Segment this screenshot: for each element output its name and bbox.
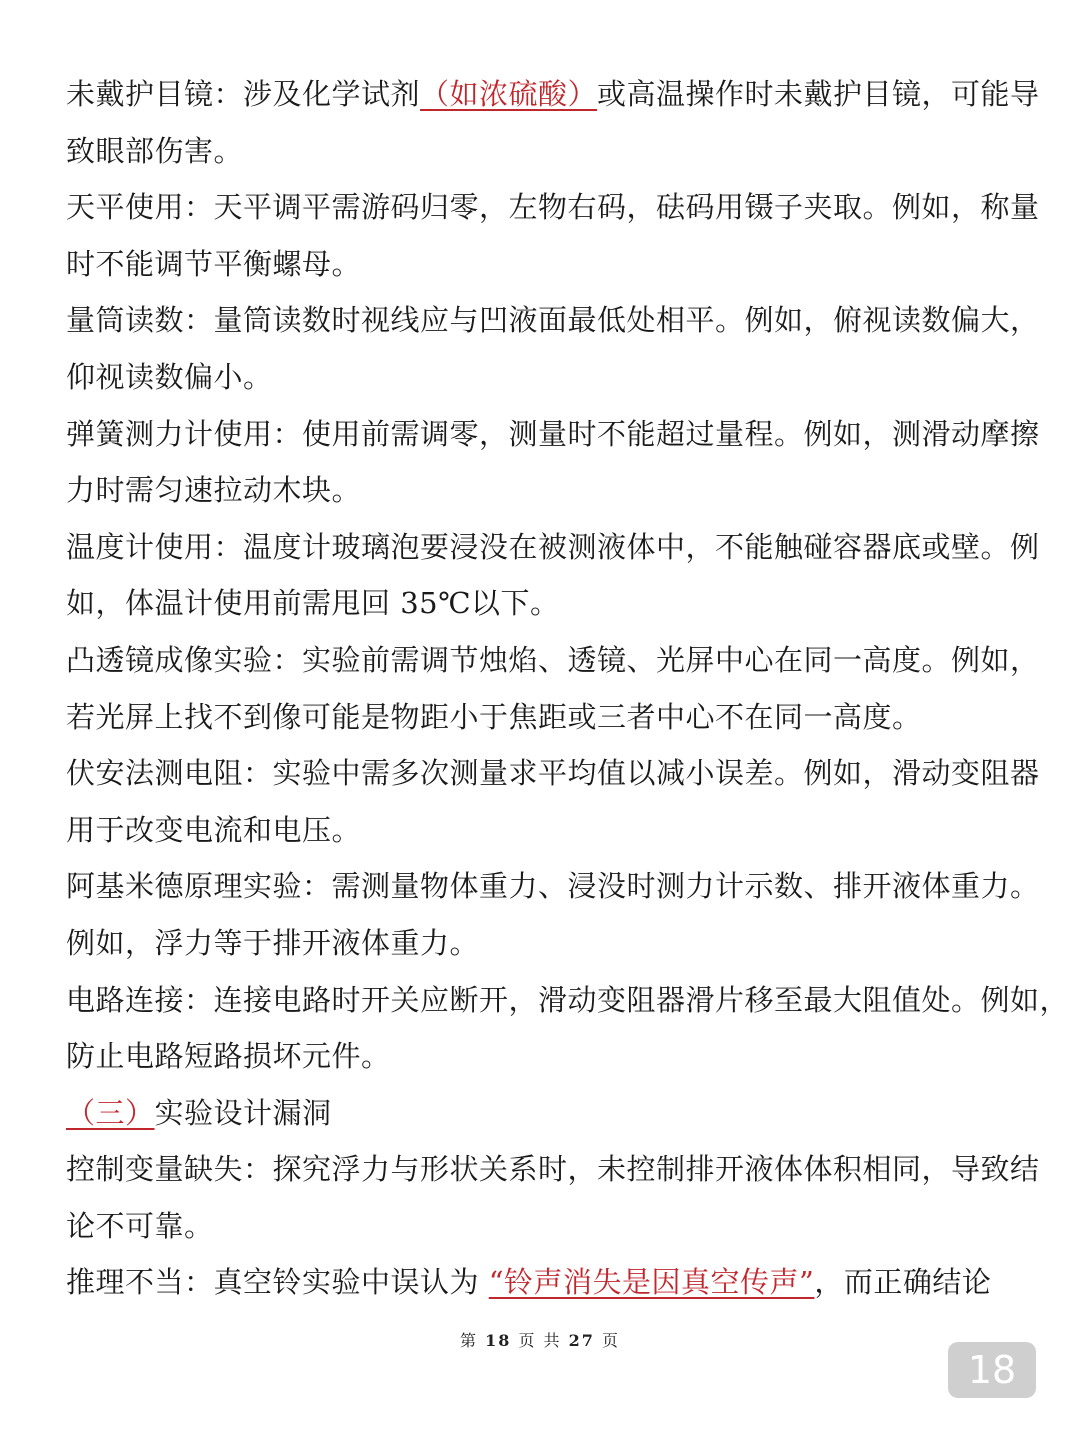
text-line: 论不可靠。: [66, 1208, 214, 1243]
highlight-text: （如浓硫酸）: [420, 77, 598, 111]
text-line: 若光屏上找不到像可能是物距小于焦距或三者中心不在同一高度。: [66, 699, 922, 734]
text-span: 推理不当：真空铃实验中误认为: [66, 1265, 489, 1300]
text-line: 防止电路短路损坏元件。: [66, 1039, 391, 1074]
text-line: 如，体温计使用前需甩回 35℃以下。: [66, 586, 560, 621]
text-line: 时不能调节平衡螺母。: [66, 246, 362, 281]
document-body: [66, 66, 1070, 1311]
text-line: 温度计使用：温度计玻璃泡要浸没在被测液体中，不能触碰容器底或壁。例: [66, 529, 1040, 564]
section-title: 实验设计漏洞: [154, 1095, 332, 1130]
text-span: ，而正确结论: [814, 1265, 992, 1300]
text-line: 致眼部伤害。: [66, 133, 244, 168]
text-line: 天平使用：天平调平需游码归零，左物右码，砝码用镊子夹取。例如，称量: [66, 190, 1040, 225]
text-line: 例如，浮力等于排开液体重力。: [66, 925, 480, 960]
text-line: 电路连接：连接电路时开关应断开，滑动变阻器滑片移至最大阻值处。例如，: [66, 982, 1070, 1017]
text-line: 控制变量缺失：探究浮力与形状关系时，未控制排开液体体积相同，导致结: [66, 1152, 1040, 1187]
text-span: 未戴护目镜：涉及化学试剂: [66, 77, 421, 111]
footer-page-number: 18: [485, 1331, 512, 1350]
footer-label: 第: [459, 1331, 478, 1350]
text-line: 量筒读数：量筒读数时视线应与凹液面最低处相平。例如，俯视读数偏大，: [66, 303, 1040, 338]
page-number-badge: 18: [948, 1342, 1036, 1398]
text-line: 阿基米德原理实验：需测量物体重力、浸没时测力计示数、排开液体重力。: [66, 869, 1040, 904]
section-number: （三）: [66, 1095, 155, 1130]
footer-label: 页: [602, 1331, 621, 1350]
text-line: 弹簧测力计使用：使用前需调零，测量时不能超过量程。例如，测滑动摩擦: [66, 416, 1040, 451]
text-line: 力时需匀速拉动木块。: [66, 473, 362, 508]
section-heading: [66, 1085, 1016, 1142]
page-footer: [0, 1328, 1080, 1351]
highlight-text: “铃声消失是因真空传声”: [488, 1265, 815, 1300]
text-line: 伏安法测电阻：实验中需多次测量求平均值以减小误差。例如，滑动变阻器: [66, 756, 1040, 791]
text-line: [66, 1254, 1016, 1311]
footer-total-pages: 27: [568, 1331, 595, 1350]
text-span: 或高温操作时未戴护目镜，可能导: [597, 77, 1040, 111]
text-line: [66, 66, 1040, 123]
footer-label: 页 共: [518, 1331, 562, 1350]
text-line: 凸透镜成像实验：实验前需调节烛焰、透镜、光屏中心在同一高度。例如，: [66, 642, 1040, 677]
text-line: 用于改变电流和电压。: [66, 812, 362, 847]
text-line: 仰视读数偏小。: [66, 359, 273, 394]
